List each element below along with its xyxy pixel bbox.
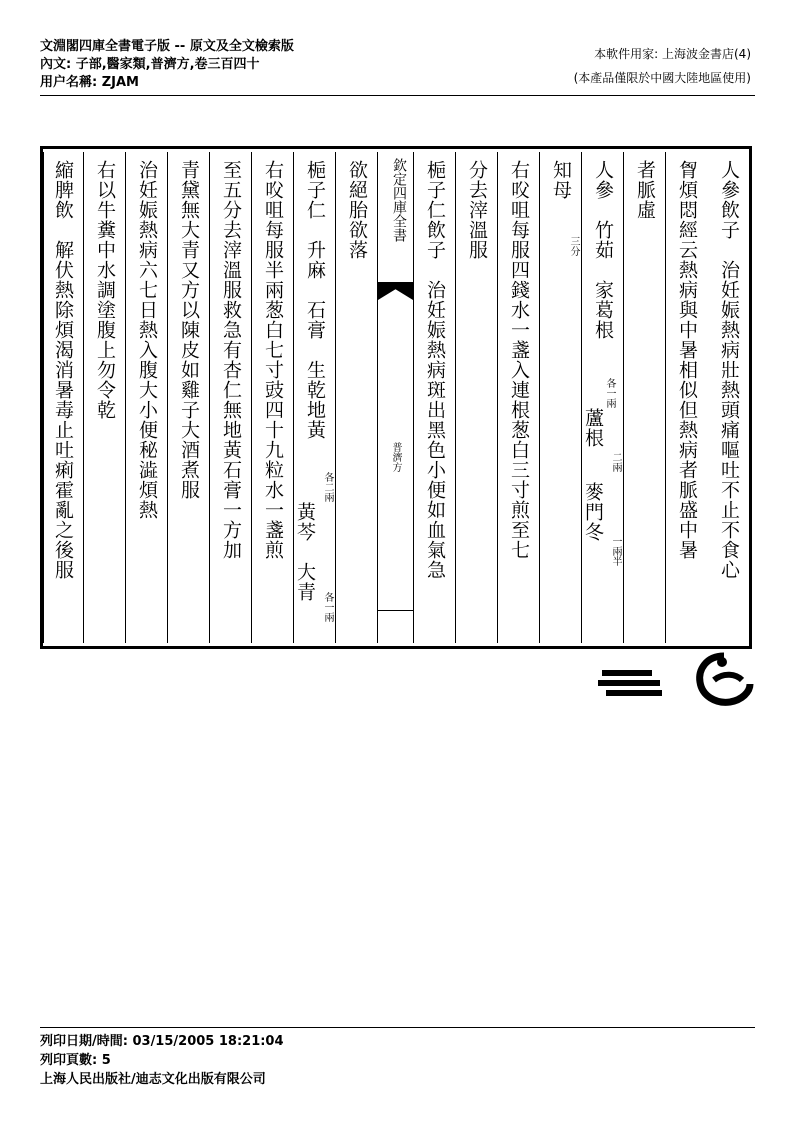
header-license (574, 42, 751, 90)
text-column: 欲絕胎欲落 (335, 152, 377, 643)
footer-print-datetime: 列印日期/時間: 03/15/2005 18:21:04 (40, 1034, 284, 1049)
text-column: 分去滓溫服 (455, 152, 497, 643)
header-divider (40, 95, 755, 96)
header-content-path: 內文: 子部,醫家類,普濟方,卷三百四十 (40, 57, 260, 72)
header-usage-note: (本產品僅限於中國大陸地區使用) (573, 71, 751, 85)
header-username: 用户名稱: ZJAM (40, 75, 139, 90)
text-column: 人參飲子 治妊娠熱病壯熱頭痛嘔吐不止不食心 (718, 160, 740, 580)
text-column: 梔子仁 升麻 石膏 生乾地黃 各二兩 黃芩 大青 各一兩 (293, 152, 335, 643)
spine (377, 152, 413, 643)
text-column: 胷煩悶經云熱病與中暑相似但熱病者脈盛中暑 (665, 152, 707, 643)
text-column: 人參 竹茹 家葛根 各一兩 蘆根 二兩 麥門冬 一兩半 (581, 152, 623, 643)
header-title: 文淵閣四庫全書電子版 -- 原文及全文檢索版 (40, 39, 294, 54)
footer-info (40, 1032, 284, 1089)
header-licensee: 本軟件用家: 上海波金書店(4) (594, 47, 751, 61)
spine-title: 欽定四庫全書 (391, 158, 407, 242)
text-column: 治妊娠熱病六七日熱入腹大小便秘澁煩熱 (125, 152, 167, 643)
text-column: 縮脾飲 解伏熱除煩渴消暑毒止吐痢霍亂之後服 (43, 152, 83, 643)
header-info (40, 38, 294, 92)
text-column: 右㕮咀每服半兩葱白七寸豉四十九粒水一盞煎 (251, 152, 293, 643)
text-column: 青黛無大青又方以陳皮如雞子大酒煮服 (167, 152, 209, 643)
text-column: 知母 三分 (539, 152, 581, 643)
text-column: 右㕮咀每服四錢水一盞入連根葱白三寸煎至七 (497, 152, 539, 643)
spine-label: 普濟方 (390, 442, 401, 472)
footer-publisher: 上海人民出版社/迪志文化出版有限公司 (40, 1072, 266, 1087)
text-column: 梔子仁飲子 治妊娠熱病斑出黑色小便如血氣急 (413, 152, 455, 643)
scan-page (40, 146, 752, 649)
footer-page-count: 列印頁數: 5 (40, 1053, 111, 1068)
fish-tail-mark (378, 282, 413, 300)
text-column: 右以牛糞中水調塗腹上勿令乾 (83, 152, 125, 643)
publisher-seal-icon (598, 666, 664, 700)
text-column: 者脈虛 (623, 152, 665, 643)
publisher-logo-icon (694, 650, 754, 708)
text-column: 至五分去滓溫服救急有杏仁無地黃石膏一方加 (209, 152, 251, 643)
footer-divider (40, 1027, 755, 1028)
